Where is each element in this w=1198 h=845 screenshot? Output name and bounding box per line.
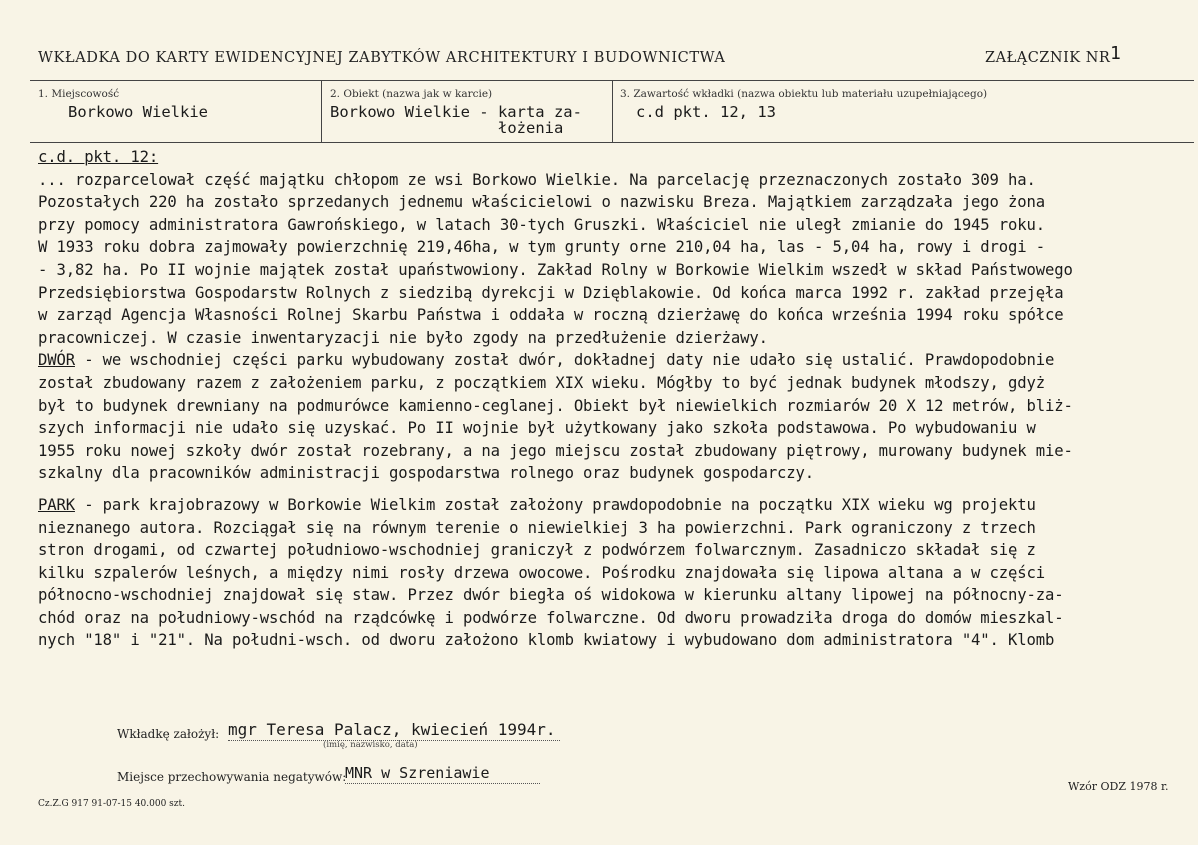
author-label: Wkładkę założył:: [117, 727, 220, 741]
paragraph-spacer: [38, 485, 1196, 494]
park-heading: PARK: [38, 495, 75, 514]
text-line: - 3,82 ha. Po II wojnie majątek został upaństwowiony. Zakład Rolny w Borkowie Wielkim wszedł w skład Państwowego: [38, 260, 1073, 279]
field-divider-1: [321, 80, 322, 142]
text-line: chód oraz na południowy-wschód na rządcówkę i podwórze folwarczne. Od dworu prowadziła droga do domów mieszkal-: [38, 608, 1064, 627]
fields-bottom-rule: [30, 142, 1194, 143]
text-line: nych "18" i "21". Na południ-wsch. od dworu założono klomb kwiatowy i wybudowano dom administratora "4". Klomb: [38, 631, 1055, 650]
text-line: ... rozparcelował część majątku chłopom ze wsi Borkowo Wielkie. Na parcelację przeznaczonych zostało 309 ha.: [38, 170, 1036, 189]
text-line: szych informacji nie udało się uzyskać. Po II wojnie był użytkowany jako szkoła podstawowa. Po wybudowaniu w: [38, 419, 1036, 438]
object-label: 2. Obiekt (nazwa jak w karcie): [330, 88, 493, 100]
text-line: nieznanego autora. Rozciągał się na równym terenie o niewielkiej 3 ha powierzchni. Park ograniczony z trzech: [38, 518, 1036, 537]
text-line: północno-wschodniej znajdował się staw. Przez dwór biegła oś widokowa w kierunku altany lipowej na północny-za-: [38, 586, 1064, 605]
form-model: Wzór ODZ 1978 r.: [1068, 780, 1169, 793]
text-line: stron drogami, od czwartej południowo-wschodniej graniczył z podwórzem folwarcznym. Zasadniczo składał się z: [38, 541, 1036, 560]
continuation-heading: c.d. pkt. 12:: [38, 148, 159, 166]
text-line: szkalny dla pracowników administracji gospodarstwa rolnego oraz budynek gospodarczy.: [38, 464, 815, 483]
field-divider-2: [612, 80, 613, 142]
dwor-first-line: [38, 349, 1196, 372]
text-line: został zbudowany razem z założeniem parku, z początkiem XIX wieku. Mógłby to być jednak budynek młodszy, gdyż: [38, 373, 1045, 392]
object-value: [330, 104, 610, 136]
text-line: 1955 roku nowej szkoły dwór został rozebrany, a na jego miejscu został zbudowany piętrowy, murowany budynek mie-: [38, 441, 1073, 460]
text-line: pracowniczej. W czasie inwentaryzacji nie było zgody na przedłużenie dzierżawy.: [38, 328, 768, 347]
contents-label: 3. Zawartość wkładki (nazwa obiektu lub materiału uzupełniającego): [620, 88, 988, 100]
locality-label: 1. Miejscowość: [38, 88, 120, 100]
locality-value: Borkowo Wielkie: [68, 103, 208, 121]
object-value-line-2: łożenia: [498, 119, 564, 137]
park-first-line: [38, 494, 1196, 517]
text-line: przy pomocy administratora Gawrońskiego, w latach 30-tych Gruszki. Właściciel nie uległ zmianie do 1945 roku.: [38, 215, 1045, 234]
annex-label: ZAŁĄCZNIK NR: [985, 50, 1111, 66]
text-line: Przedsiębiorstwa Gospodarstw Rolnych z siedzibą dyrekcji w Dzięblakowie. Od końca marca 1992 r. zakład przejęła: [38, 283, 1064, 302]
storage-value: MNR w Szreniawie: [345, 764, 540, 784]
form-title: WKŁADKA DO KARTY EWIDENCYJNEJ ZABYTKÓW ARCHITEKTURY I BUDOWNICTWA: [38, 50, 726, 66]
text-line: był to budynek drewniany na podmurówce kamienno-ceglanej. Obiekt był niewielkich rozmiarów 20 X 12 metrów, bliż-: [38, 396, 1073, 415]
author-value: mgr Teresa Palacz, kwiecień 1994r.: [228, 720, 560, 741]
print-info: Cz.Z.G 917 91-07-15 40.000 szt.: [38, 799, 186, 809]
object-value-line-1: Borkowo Wielkie - karta za-: [330, 103, 582, 121]
body-text: [38, 146, 1196, 652]
contents-value: c.d pkt. 12, 13: [636, 103, 776, 121]
dwor-heading: DWÓR: [38, 351, 75, 370]
dwor-first-line-text: - we wschodniej części parku wybudowany został dwór, dokładnej daty nie udało się ustalić. Prawdopodobnie: [74, 351, 1055, 370]
park-first-line-text: - park krajobrazowy w Borkowie Wielkim został założony prawdopodobnie na początku XIX wieku wg projektu: [74, 495, 1036, 514]
text-line: w zarząd Agencja Własności Rolnej Skarbu Państwa i oddała w roczną dzierżawę do końca września 1994 roku spółce: [38, 306, 1064, 325]
annex-number: 1: [1110, 43, 1121, 64]
text-line: Pozostałych 220 ha zostało sprzedanych jednemu właścicielowi o nazwisku Breza. Majątkiem zarządzała jego żona: [38, 193, 1045, 212]
author-hint: (imię, nazwisko, data): [323, 740, 418, 750]
text-line: kilku szpalerów leśnych, a między nimi rosły drzewa owocowe. Pośrodku znajdowała się lipowa altana a w części: [38, 563, 1045, 582]
text-line: W 1933 roku dobra zajmowały powierzchnię 219,46ha, w tym grunty orne 210,04 ha, las - 5,04 ha, rowy i drogi -: [38, 238, 1045, 257]
storage-label: Miejsce przechowywania negatywów:: [117, 770, 347, 784]
